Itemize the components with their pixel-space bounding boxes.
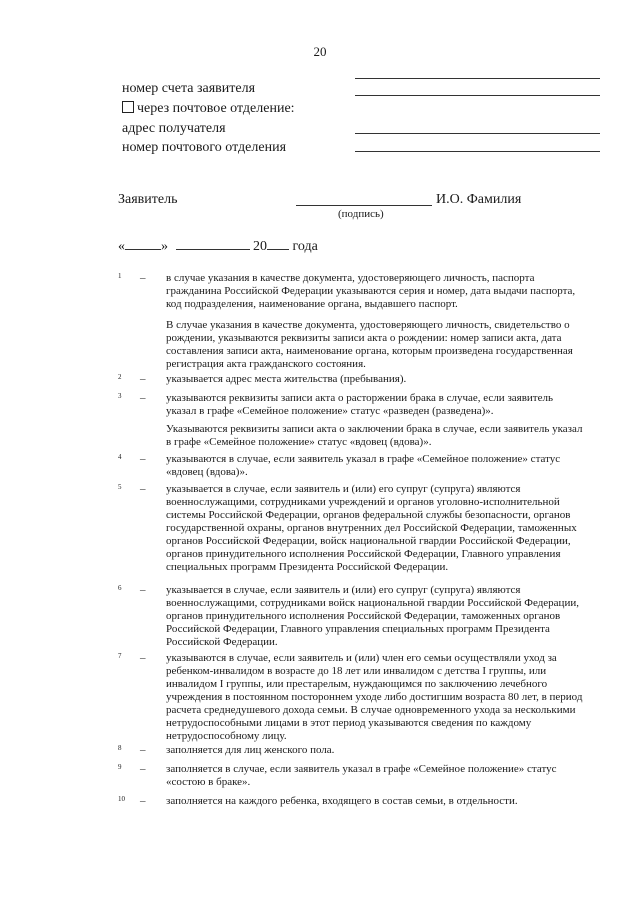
month-blank[interactable]	[176, 237, 250, 250]
footnote-number: 2	[118, 373, 122, 381]
footnote-text: указываются в случае, если заявитель указал в графе «Семейное положение» статус «вдовец (вдова)».	[166, 453, 561, 478]
footnote-dash: –	[140, 744, 146, 756]
page-number: 20	[313, 44, 327, 59]
day-blank[interactable]	[125, 237, 161, 250]
footnote-number: 3	[118, 392, 122, 400]
footnote-dash: –	[140, 272, 146, 284]
footnote-number: 4	[118, 453, 122, 461]
applicant-name: И.О. Фамилия	[436, 192, 522, 207]
footnote-number: 10	[118, 795, 125, 803]
address-line[interactable]	[355, 133, 600, 134]
year-prefix: 20	[253, 239, 267, 254]
footnote-number: 5	[118, 483, 122, 491]
footnote-text: Указываются реквизиты записи акта о заключении брака в случае, если заявитель указал в графе «Семейное положение» статус «вдовец (вдова)».	[166, 423, 583, 448]
year-blank[interactable]	[267, 237, 289, 250]
checkbox-icon[interactable]	[122, 101, 134, 113]
footnote-text: указываются в случае, если заявитель и (или) член его семьи осуществляли уход за ребенком-инвалидом в возрасте до 18 лет или инвалидом с детства I группы, или инвалидом I группы, или престарелым, нуждающимся по заключению лечебного учреждения в постоянном постороннем уходе либо достигшим возраста 80 лет, в период расчета среднедушевого дохода семьи. В случае одновременного ухода за несколькими нетрудоспособными лицами в этот период указываются сведения по каждому нетрудоспособному лицу.	[166, 652, 583, 742]
footnote-number: 1	[118, 272, 122, 280]
date-close-quote: »	[161, 239, 168, 254]
footnote-text: в случае указания в качестве документа, удостоверяющего личность, паспорта гражданина Российской Федерации указываются серия и номер, дата выдачи паспорта, код подразделения, наименование органа, выдавшего паспорт.	[166, 272, 576, 310]
footnote-dash: –	[140, 392, 146, 404]
post-office-option[interactable]	[122, 101, 295, 117]
footnote-number: 7	[118, 652, 122, 660]
footnote-text: заполняется на каждого ребенка, входящего в состав семьи, в отдельности.	[166, 795, 518, 807]
post-office-number-label: номер почтового отделения	[122, 140, 287, 155]
account-line-2[interactable]	[355, 95, 600, 96]
footnote-dash: –	[140, 652, 146, 664]
footnote-number: 8	[118, 744, 122, 752]
footnote-text: указывается адрес места жительства (пребывания).	[166, 373, 407, 385]
footnote-number: 9	[118, 763, 122, 771]
post-office-label: через почтовое отделение:	[137, 101, 295, 116]
account-line-1[interactable]	[355, 78, 600, 79]
footnote-text: заполняется для лиц женского пола.	[166, 744, 335, 756]
date-open-quote: «	[118, 239, 125, 254]
footnote-text: указываются реквизиты записи акта о расторжении брака в случае, если заявитель указал в графе «Семейное положение» статус «разведен (разведена)».	[166, 392, 554, 417]
signature-caption: (подпись)	[338, 208, 384, 220]
footnote-dash: –	[140, 795, 146, 807]
footnote-text: указывается в случае, если заявитель и (или) его супруг (супруга) являются военнослужащими, сотрудниками учреждений и органов уголовно-исполнительной системы Российской Федерации, органов федеральной службы безопасности, органов государственной охраны, органов внутренних дел Российской Федерации, таможенных органов Российской Федерации, войск национальной гвардии Российской Федерации, органов принудительного исполнения Российской Федерации, Главного управления специальных программ Президента Российской Федерации.	[166, 483, 577, 573]
signature-line[interactable]	[296, 205, 432, 206]
year-suffix: года	[292, 239, 318, 254]
footnote-dash: –	[140, 584, 146, 596]
footnote-dash: –	[140, 483, 146, 495]
footnote-number: 6	[118, 584, 122, 592]
date-row	[118, 237, 318, 255]
footnote-dash: –	[140, 453, 146, 465]
footnote-text: заполняется в случае, если заявитель указал в графе «Семейное положение» статус «состою в браке».	[166, 763, 557, 788]
footnote-text: указывается в случае, если заявитель и (или) его супруг (супруга) являются военнослужащими, сотрудниками войск национальной гвардии Российской Федерации, органов принудительного исполнения Российской Федерации, таможенных органов Российской Федерации, Главного управления специальных программ Президента Российской Федерации.	[166, 584, 579, 648]
applicant-label: Заявитель	[118, 192, 178, 207]
footnote-dash: –	[140, 373, 146, 385]
footnote-dash: –	[140, 763, 146, 775]
footnote-text: В случае указания в качестве документа, удостоверяющего личность, свидетельство о рождении, указываются реквизиты записи акта о рождении: номер записи акта, дата составления записи акта, наименование органа, которым произведена государственная регистрация акта гражданского состояния.	[166, 319, 573, 370]
post-office-number-line[interactable]	[355, 151, 600, 152]
recipient-address-label: адрес получателя	[122, 121, 226, 136]
account-number-label: номер счета заявителя	[122, 81, 256, 96]
